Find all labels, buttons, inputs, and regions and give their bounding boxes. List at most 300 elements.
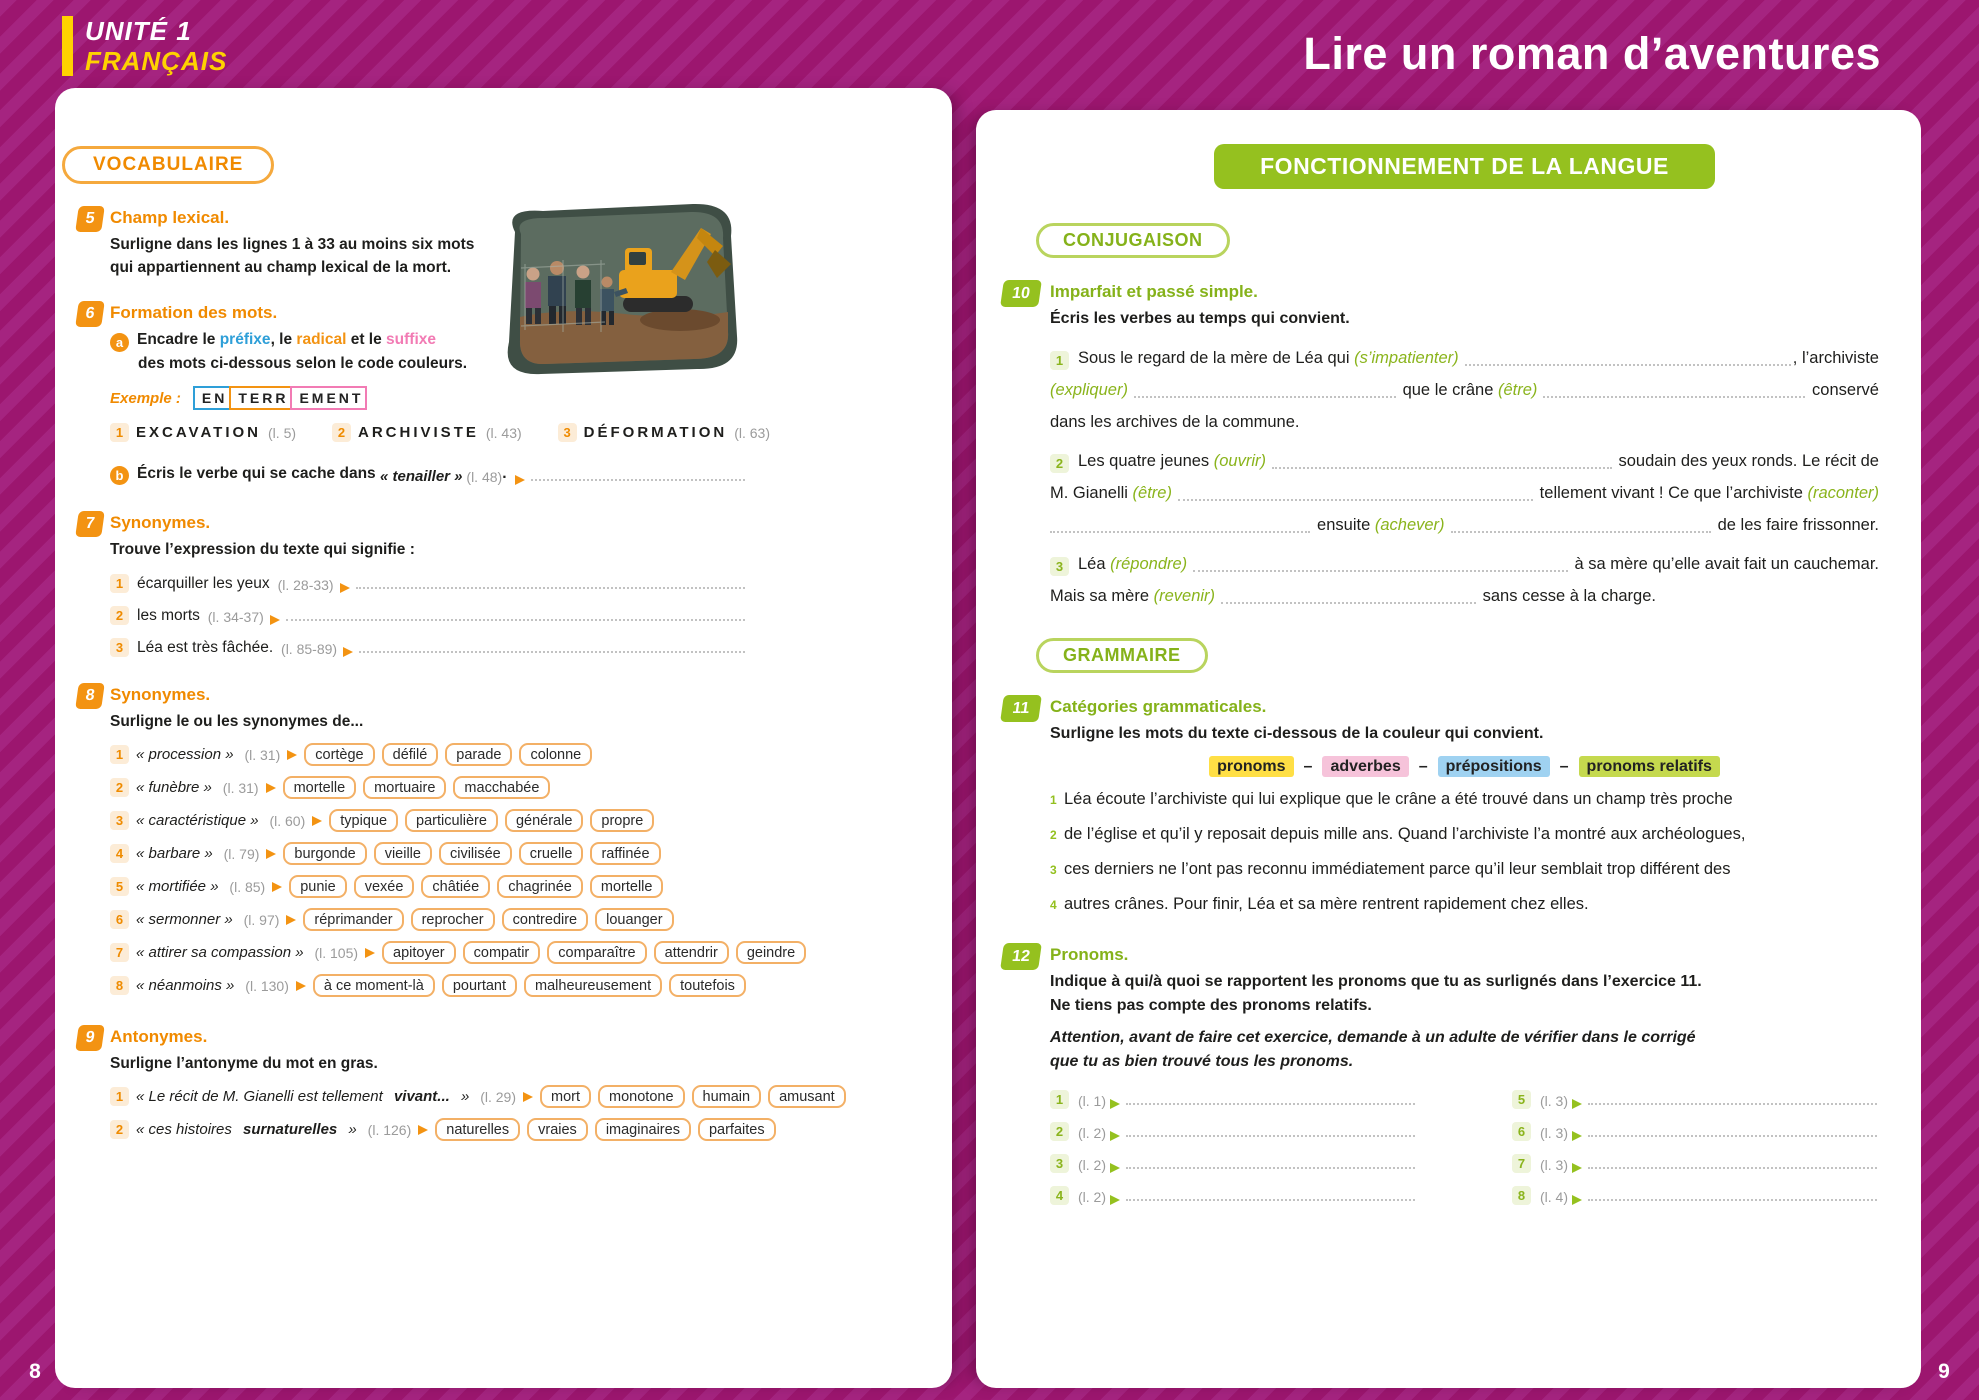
sentence-text: que le crâne	[1398, 381, 1498, 399]
word-option: typique	[329, 809, 398, 832]
exercise-7	[84, 513, 747, 657]
answer-blank	[1126, 1103, 1415, 1105]
exercise-9	[84, 1027, 835, 1141]
instruction-text: .	[502, 465, 507, 482]
example-label: Exemple :	[110, 389, 181, 407]
item-number: 1	[110, 1087, 129, 1106]
word-option: mortelle	[590, 875, 664, 898]
quoted-sentence: « Le récit de M. Gianelli est tellement	[136, 1088, 387, 1105]
verb-hint: (raconter)	[1807, 484, 1879, 502]
line-reference: (l. 63)	[734, 424, 770, 441]
synonym-row	[110, 974, 747, 997]
arrow-icon	[1572, 1163, 1582, 1173]
analyzed-word: ARCHIVISTE	[358, 424, 479, 441]
instruction-line: Ne tiens pas compte des pronoms relatifs.	[1050, 997, 1372, 1014]
words-to-analyze	[110, 423, 770, 442]
word-option: civilisée	[439, 842, 512, 865]
pronoun-answer-row	[1512, 1122, 1879, 1141]
right-page-content	[976, 110, 1921, 1388]
line-reference: (l. 2)	[1078, 1125, 1106, 1141]
word-option: humain	[692, 1085, 762, 1108]
suffix-color-word: suffixe	[386, 331, 437, 348]
answer-blank	[1588, 1103, 1877, 1105]
line-reference: (l. 126)	[363, 1121, 412, 1138]
sentence-line	[1050, 553, 1879, 576]
legend-adverbes: adverbes	[1322, 756, 1408, 777]
sentence-text: tellement vivant ! Ce que l’archiviste	[1535, 484, 1808, 502]
text-line	[1050, 893, 1879, 917]
exercise-6	[84, 303, 770, 485]
arrow-icon	[365, 948, 375, 958]
line-reference: (l. 3)	[1540, 1125, 1568, 1141]
word-option: propre	[590, 809, 654, 832]
item-number: 3	[110, 638, 129, 657]
analyzed-word: DÉFORMATION	[583, 424, 728, 441]
sentence-text: M. Gianelli	[1050, 484, 1133, 502]
quoted-word: « tenailler »	[379, 468, 463, 485]
text-line	[1050, 823, 1879, 847]
exercise-title: Synonymes.	[110, 685, 211, 704]
sentence-text: conservé	[1807, 381, 1879, 399]
item-number: 2	[110, 1120, 129, 1139]
exercise-number-badge: 11	[1000, 695, 1042, 722]
answer-blank	[1465, 364, 1791, 366]
answer-blank	[1588, 1135, 1877, 1137]
arrow-icon	[1572, 1195, 1582, 1205]
word-item	[332, 423, 522, 442]
page-number-left: 8	[29, 1360, 41, 1383]
item-number: 3	[1050, 557, 1069, 576]
left-page-content	[55, 88, 952, 1388]
sentence-text: , l’archiviste	[1792, 349, 1879, 367]
answer-blank	[1588, 1167, 1877, 1169]
sentence-line	[1050, 482, 1879, 505]
word-option: toutefois	[669, 974, 746, 997]
word-option: châtiée	[421, 875, 490, 898]
pronoun-answer-row	[1512, 1090, 1879, 1109]
item-number: 1	[1050, 351, 1069, 370]
pronoun-answer-row	[1512, 1154, 1879, 1173]
item-number: 5	[110, 877, 129, 896]
arrow-icon	[266, 783, 276, 793]
item-number: 6	[110, 910, 129, 929]
word-item	[558, 423, 770, 442]
pronoun-answer-row	[1050, 1090, 1417, 1109]
prefix-color-word: préfixe	[219, 331, 271, 348]
source-word: « procession »	[136, 746, 234, 763]
line-reference: (l. 2)	[1078, 1157, 1106, 1173]
word-option: naturelles	[435, 1118, 520, 1141]
arrow-icon	[523, 1092, 533, 1102]
sub-question-a-marker: a	[110, 333, 129, 352]
pronoun-answer-row	[1050, 1154, 1417, 1173]
exercise-number-badge: 5	[75, 206, 105, 232]
exercise-title: Synonymes.	[110, 513, 211, 532]
item-number: 3	[1050, 1154, 1069, 1173]
synonym-row	[110, 809, 747, 832]
source-word: « attirer sa compassion »	[136, 944, 304, 961]
answer-blank	[1193, 570, 1568, 572]
answer-blank	[1451, 531, 1711, 533]
sentence-line	[1050, 514, 1879, 537]
word-option: malheureusement	[524, 974, 662, 997]
answer-blank	[1134, 396, 1396, 398]
sentence-text: dans les archives de la commune.	[1050, 413, 1300, 431]
answer-blank	[1126, 1199, 1415, 1201]
sentence-line	[1050, 585, 1879, 608]
line-reference: (l. 105)	[310, 944, 359, 961]
word-option: à ce moment-là	[313, 974, 435, 997]
word-option: louanger	[595, 908, 673, 931]
text-line-number: 2	[1050, 828, 1057, 842]
instruction-line: Surligne les mots du texte ci-dessous de la couleur qui convient.	[1050, 725, 1544, 742]
sentence-text: ensuite	[1312, 516, 1375, 534]
exercise-title: Imparfait et passé simple.	[1050, 282, 1258, 301]
answer-blank	[1126, 1135, 1415, 1137]
word-option: raffinée	[590, 842, 660, 865]
source-word: « sermonner »	[136, 911, 233, 928]
instruction-line: Écris les verbes au temps qui convient.	[1050, 310, 1350, 327]
arrow-icon	[272, 882, 282, 892]
word-option: mortelle	[283, 776, 357, 799]
answer-row	[110, 638, 747, 657]
line-reference: (l. 97)	[239, 911, 280, 928]
answer-blank	[1221, 602, 1476, 604]
expression-text: écarquiller les yeux	[137, 575, 270, 592]
word-option: mortuaire	[363, 776, 446, 799]
analyzed-word: EXCAVATION	[136, 424, 262, 441]
arrow-icon	[287, 750, 297, 760]
arrow-icon	[418, 1125, 428, 1135]
item-number: 6	[1512, 1122, 1531, 1141]
word-item	[110, 423, 296, 442]
item-number: 8	[1512, 1186, 1531, 1205]
item-number: 8	[110, 976, 129, 995]
arrow-icon	[343, 647, 353, 657]
instruction-line: Surligne le ou les synonymes de...	[110, 713, 364, 730]
suffix-box: EMENT	[290, 386, 367, 410]
word-option: parade	[445, 743, 512, 766]
text-line	[1050, 858, 1879, 882]
answer-blank	[1178, 499, 1533, 501]
page-number-right: 9	[1938, 1360, 1950, 1383]
source-word: « caractéristique »	[136, 812, 259, 829]
answer-row	[110, 574, 747, 593]
line-reference: (l. 5)	[268, 424, 297, 441]
arrow-icon	[515, 475, 525, 485]
line-reference: (l. 3)	[1540, 1157, 1568, 1173]
source-word: « funèbre »	[136, 779, 212, 796]
line-reference: (l. 85-89)	[277, 641, 338, 657]
exercise-title: Antonymes.	[110, 1027, 208, 1046]
item-number: 2	[1050, 454, 1069, 473]
legend-separator: –	[1418, 757, 1428, 775]
verb-hint: (expliquer)	[1050, 381, 1128, 399]
line-reference: (l. 34-37)	[203, 609, 264, 625]
line-reference: (l. 4)	[1540, 1189, 1568, 1205]
exercise-number-badge: 9	[75, 1025, 105, 1051]
unit-tab	[62, 16, 227, 76]
word-option: pourtant	[442, 974, 517, 997]
bold-word: vivant...	[393, 1088, 450, 1105]
text-line-number: 3	[1050, 863, 1057, 877]
arrow-icon	[286, 915, 296, 925]
line-reference: (l. 1)	[1078, 1093, 1106, 1109]
exercise-5	[84, 208, 747, 279]
expression-text: Léa est très fâchée.	[137, 639, 274, 656]
text-line-content: ces derniers ne l’ont pas reconnu immédiatement parce qu’il leur semblait trop différent des	[1064, 860, 1731, 878]
instruction-line: Surligne dans les lignes 1 à 33 au moins six mots	[110, 236, 475, 253]
pronoun-answer-grid	[1050, 1090, 1879, 1205]
line-reference: (l. 28-33)	[273, 577, 334, 593]
item-number: 4	[1050, 1186, 1069, 1205]
answer-blank	[1543, 396, 1805, 398]
source-word: « barbare »	[136, 845, 213, 862]
verb-hint: (s’impatienter)	[1354, 349, 1459, 367]
bold-word: surnaturelles	[243, 1121, 338, 1138]
arrow-icon	[266, 849, 276, 859]
word-option: cruelle	[519, 842, 584, 865]
instruction-text: Encadre le	[137, 331, 220, 348]
antonym-row	[110, 1085, 835, 1108]
arrow-icon	[1110, 1099, 1120, 1109]
example-row	[110, 386, 747, 410]
word-option: colonne	[519, 743, 592, 766]
verb-hint: (être)	[1497, 381, 1538, 399]
pronoun-answer-row	[1512, 1186, 1879, 1205]
word-option: mort	[540, 1085, 591, 1108]
subsection-pill-conjugaison: CONJUGAISON	[1036, 223, 1230, 258]
quoted-sentence-end: »	[344, 1121, 357, 1138]
exercise-10	[1010, 282, 1880, 608]
highlight-color-legend	[1050, 756, 1879, 777]
sentence-text: Les quatre jeunes	[1078, 452, 1214, 470]
radical-box: TERR	[229, 386, 292, 410]
line-reference: (l. 3)	[1540, 1093, 1568, 1109]
line-reference: (l. 130)	[241, 977, 289, 994]
word-option: contredire	[502, 908, 588, 931]
verb-hint: (ouvrir)	[1213, 452, 1267, 470]
answer-blank	[359, 651, 745, 653]
answer-blank	[1050, 531, 1310, 533]
subject-label: FRANÇAIS	[85, 46, 228, 76]
exercise-number-badge: 10	[1000, 280, 1042, 307]
synonym-row	[110, 908, 747, 931]
word-option: vraies	[527, 1118, 588, 1141]
answer-blank	[1588, 1199, 1877, 1201]
legend-separator: –	[1559, 757, 1569, 775]
pronoun-answer-row	[1050, 1122, 1417, 1141]
exercise-11	[1011, 697, 1879, 917]
answer-blank	[286, 619, 745, 621]
answer-blank	[356, 587, 745, 589]
prefix-box: EN	[193, 386, 231, 410]
arrow-icon	[1572, 1131, 1582, 1141]
instruction-line: Surligne l’antonyme du mot en gras.	[110, 1055, 378, 1072]
word-option: burgonde	[283, 842, 366, 865]
verb-hint: (achever)	[1374, 516, 1445, 534]
sentence-text: sans cesse à la charge.	[1478, 587, 1656, 605]
verb-hint: (être)	[1132, 484, 1172, 502]
item-number: 1	[110, 574, 129, 593]
arrow-icon	[1110, 1131, 1120, 1141]
word-option: comparaître	[547, 941, 646, 964]
radical-color-word: radical	[296, 331, 347, 348]
quoted-sentence: « ces histoires	[136, 1121, 237, 1138]
word-option: défilé	[382, 743, 439, 766]
word-option: apitoyer	[382, 941, 456, 964]
item-number: 5	[1512, 1090, 1531, 1109]
line-reference: (l. 79)	[219, 845, 260, 862]
item-number: 1	[110, 745, 129, 764]
left-page	[55, 88, 952, 1388]
arrow-icon	[312, 816, 322, 826]
instruction-line: qui appartiennent au champ lexical de la mort.	[110, 259, 452, 276]
source-word: « mortifiée »	[136, 878, 219, 895]
word-option: vexée	[354, 875, 415, 898]
word-option: parfaites	[698, 1118, 776, 1141]
line-reference: (l. 31)	[240, 746, 281, 763]
sub-question-b-marker: b	[110, 466, 129, 485]
synonym-row	[110, 743, 747, 766]
line-reference: (l. 29)	[476, 1088, 517, 1105]
unit-label: UNITÉ 1	[85, 16, 192, 46]
arrow-icon	[1110, 1195, 1120, 1205]
text-line-content: Léa écoute l’archiviste qui lui explique que le crâne a été trouvé dans un champ très proche	[1064, 790, 1733, 808]
text-line-number: 1	[1050, 793, 1057, 807]
synonym-row	[110, 842, 747, 865]
line-reference: (l. 85)	[225, 878, 266, 895]
legend-pronoms: pronoms	[1209, 756, 1293, 777]
subsection-conjugaison-wrap	[1050, 223, 1879, 258]
sentence-line	[1050, 450, 1879, 473]
antonym-row	[110, 1118, 765, 1141]
word-option: réprimander	[303, 908, 403, 931]
sentence-text: à sa mère qu’elle avait fait un cauchemar.	[1569, 555, 1879, 573]
sentence-text: Sous le regard de la mère de Léa qui	[1078, 349, 1355, 367]
item-number: 3	[558, 423, 577, 442]
item-number: 1	[110, 423, 129, 442]
expression-text: les morts	[137, 607, 200, 624]
answer-blank	[1126, 1167, 1415, 1169]
line-reference: (l. 60)	[265, 812, 306, 829]
word-option: particulière	[405, 809, 498, 832]
synonym-row	[110, 941, 796, 964]
arrow-icon	[1110, 1163, 1120, 1173]
line-reference: (l. 43)	[485, 424, 522, 441]
warning-note-line: Attention, avant de faire cet exercice, demande à un adulte de vérifier dans le corrigé	[1050, 1029, 1696, 1046]
line-reference: (l. 48)	[462, 469, 503, 485]
word-option: chagrinée	[497, 875, 583, 898]
word-option: générale	[505, 809, 583, 832]
exercise-title: Pronoms.	[1050, 945, 1129, 964]
exercise-number-badge: 6	[75, 301, 105, 327]
item-number: 7	[1512, 1154, 1531, 1173]
sentence-line	[1050, 347, 1879, 370]
instruction-text: et le	[346, 331, 387, 348]
sentence-text: soudain des yeux ronds. Le récit de	[1613, 452, 1879, 470]
arrow-icon	[340, 583, 350, 593]
word-option: macchabée	[453, 776, 550, 799]
arrow-icon	[1572, 1099, 1582, 1109]
item-number: 2	[110, 778, 129, 797]
answer-blank	[531, 479, 745, 481]
text-line-content: de l’église et qu’il y reposait depuis mille ans. Quand l’archiviste l’a montré aux archéologues,	[1064, 825, 1746, 843]
exercise-8	[84, 685, 796, 997]
sub-question-b	[110, 462, 747, 485]
pronoun-answer-row	[1050, 1186, 1417, 1205]
sentence-line	[1050, 379, 1879, 402]
sentence-line	[1050, 411, 1879, 434]
word-option: compatir	[463, 941, 541, 964]
line-reference: (l. 31)	[218, 779, 259, 796]
text-line	[1050, 788, 1879, 812]
answer-row	[110, 606, 747, 625]
verb-hint: (revenir)	[1153, 587, 1216, 605]
exercise-title: Formation des mots.	[110, 303, 278, 322]
subsection-grammaire-wrap	[1050, 638, 1879, 673]
unit-tab-bar	[62, 16, 73, 76]
legend-separator: –	[1303, 757, 1313, 775]
exercise-number-badge: 12	[1000, 943, 1042, 970]
instruction-text: , le	[270, 331, 297, 348]
synonym-row	[110, 776, 747, 799]
exercise-title: Champ lexical.	[110, 208, 230, 227]
word-option: monotone	[598, 1085, 685, 1108]
instruction-line: Trouve l’expression du texte qui signifie :	[110, 541, 415, 558]
text-line-number: 4	[1050, 898, 1057, 912]
right-page	[976, 110, 1921, 1388]
item-number: 3	[110, 811, 129, 830]
legend-prepositions: prépositions	[1438, 756, 1550, 777]
item-number: 2	[332, 423, 351, 442]
word-option: vieille	[374, 842, 432, 865]
section-banner-fonctionnement: FONCTIONNEMENT DE LA LANGUE	[1214, 144, 1715, 189]
instruction-line-a	[110, 328, 747, 352]
verb-hint: (répondre)	[1110, 555, 1188, 573]
sentence-text: de les faire frissonner.	[1713, 516, 1880, 534]
word-option: cortège	[304, 743, 374, 766]
arrow-icon	[270, 615, 280, 625]
line-reference: (l. 2)	[1078, 1189, 1106, 1205]
sentence-text: Léa	[1078, 555, 1111, 573]
instruction-text: Écris le verbe qui se cache dans	[137, 465, 380, 482]
chapter-title: Lire un roman d’aventures	[1303, 28, 1881, 79]
word-option: amusant	[768, 1085, 846, 1108]
word-option: reprocher	[411, 908, 495, 931]
text-line-content: autres crânes. Pour finir, Léa et sa mère rentrent rapidement chez elles.	[1064, 895, 1589, 913]
subsection-pill-grammaire: GRAMMAIRE	[1036, 638, 1208, 673]
word-option: attendrir	[654, 941, 729, 964]
answer-blank	[1272, 467, 1612, 469]
unit-tab-text	[85, 16, 227, 76]
legend-pronoms-relatifs: pronoms relatifs	[1579, 756, 1720, 777]
source-word: « néanmoins »	[136, 977, 235, 994]
arrow-icon	[296, 981, 306, 991]
instruction-line: Indique à qui/à quoi se rapportent les pronoms que tu as surlignés dans l’exercice 11.	[1050, 973, 1702, 990]
warning-note-line: que tu as bien trouvé tous les pronoms.	[1050, 1053, 1354, 1070]
instruction-line: des mots ci-dessous selon le code couleurs.	[138, 355, 468, 372]
exercise-title: Catégories grammaticales.	[1050, 697, 1267, 716]
exercise-12	[1010, 945, 1879, 1205]
item-number: 4	[110, 844, 129, 863]
synonym-row	[110, 875, 747, 898]
word-option: geindre	[736, 941, 806, 964]
item-number: 2	[110, 606, 129, 625]
item-number: 2	[1050, 1122, 1069, 1141]
exercise-number-badge: 7	[75, 511, 105, 537]
sentence-text: Mais sa mère	[1050, 587, 1154, 605]
